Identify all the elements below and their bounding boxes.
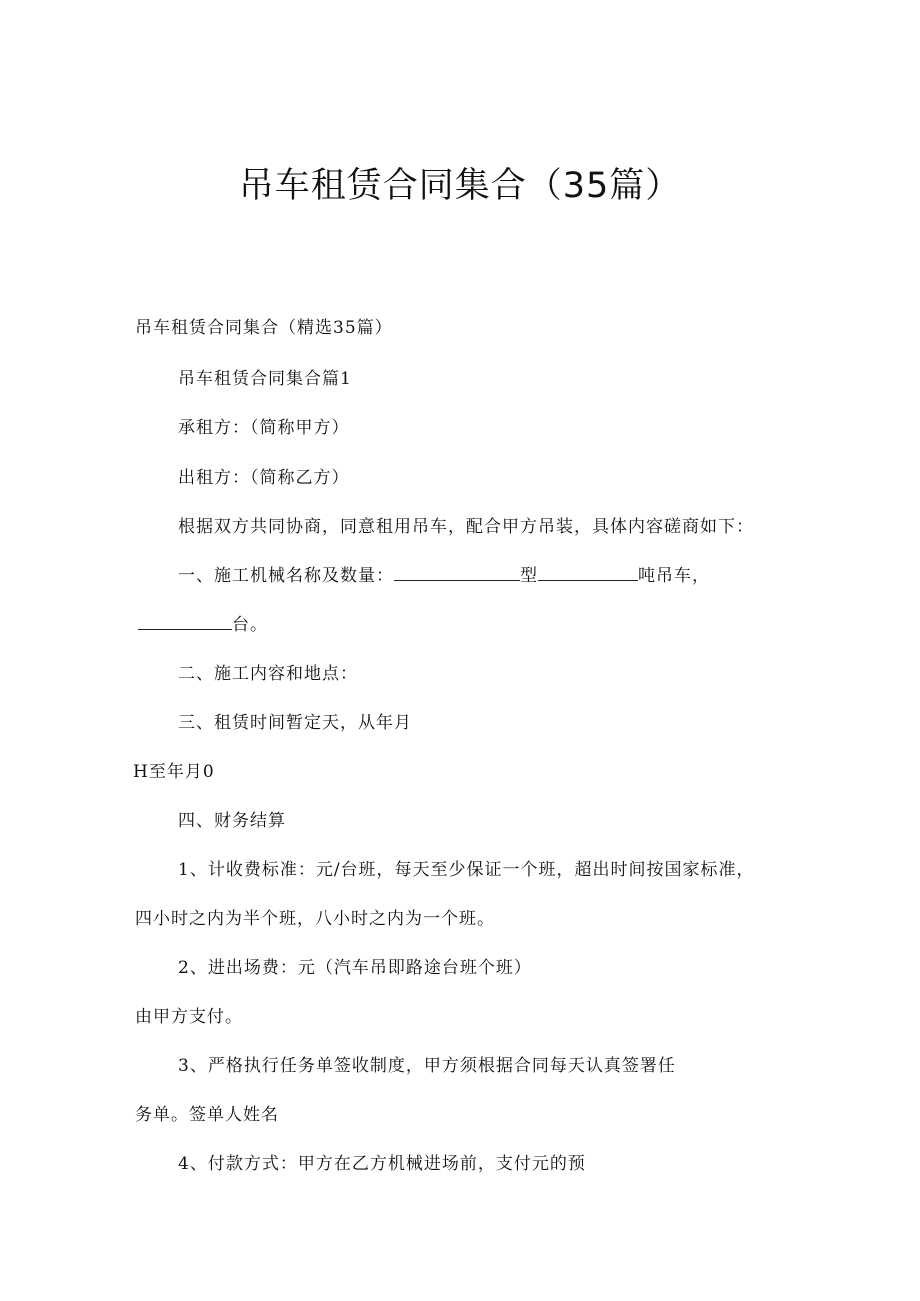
item2-line: 二、施工内容和地点：: [178, 664, 358, 684]
fee4-line: 4、付款方式：甲方在乙方机械进场前，支付元的预: [178, 1154, 586, 1174]
document-title: 吊车租赁合同集合（35篇）: [238, 166, 682, 206]
document-subtitle: 吊车租赁合同集合（精选35篇）: [135, 318, 393, 338]
blank-underline: [538, 562, 638, 581]
item3-line: 三、租赁时间暂定天，从年月: [178, 713, 412, 733]
item1-type: 型: [520, 566, 538, 586]
lessor-line: 出租方：（简称乙方）: [178, 468, 350, 488]
blank-underline: [138, 611, 232, 630]
fee1-continuation: 四小时之内为半个班，八小时之内为一个班。: [135, 909, 495, 929]
fee2-continuation: 由甲方支付。: [135, 1007, 243, 1027]
item1-suffix: 吨吊车，: [638, 566, 710, 586]
fee3-continuation: 务单。签单人姓名: [135, 1105, 279, 1125]
item1-line: [178, 561, 710, 586]
item3-continuation: H至年月0: [133, 762, 215, 782]
lessee-line: 承租方：（简称甲方）: [178, 418, 350, 438]
blank-underline: [394, 562, 520, 581]
fee1-line: 1、计收费标准：元/台班，每天至少保证一个班，超出时间按国家标准，: [178, 860, 755, 880]
section-heading: 吊车租赁合同集合篇1: [178, 369, 352, 389]
fee3-line: 3、严格执行任务单签收制度，甲方须根据合同每天认真签署任: [178, 1056, 676, 1076]
intro-paragraph: 根据双方共同协商，同意租用吊车，配合甲方吊装，具体内容磋商如下：: [178, 517, 754, 537]
fee2-line: 2、进出场费：元（汽车吊即路途台班个班）: [178, 958, 532, 978]
item4-heading: 四、财务结算: [178, 811, 286, 831]
item1-units-line: [138, 610, 268, 635]
item1-units: 台。: [232, 615, 268, 635]
item1-prefix: 一、施工机械名称及数量：: [178, 566, 394, 586]
